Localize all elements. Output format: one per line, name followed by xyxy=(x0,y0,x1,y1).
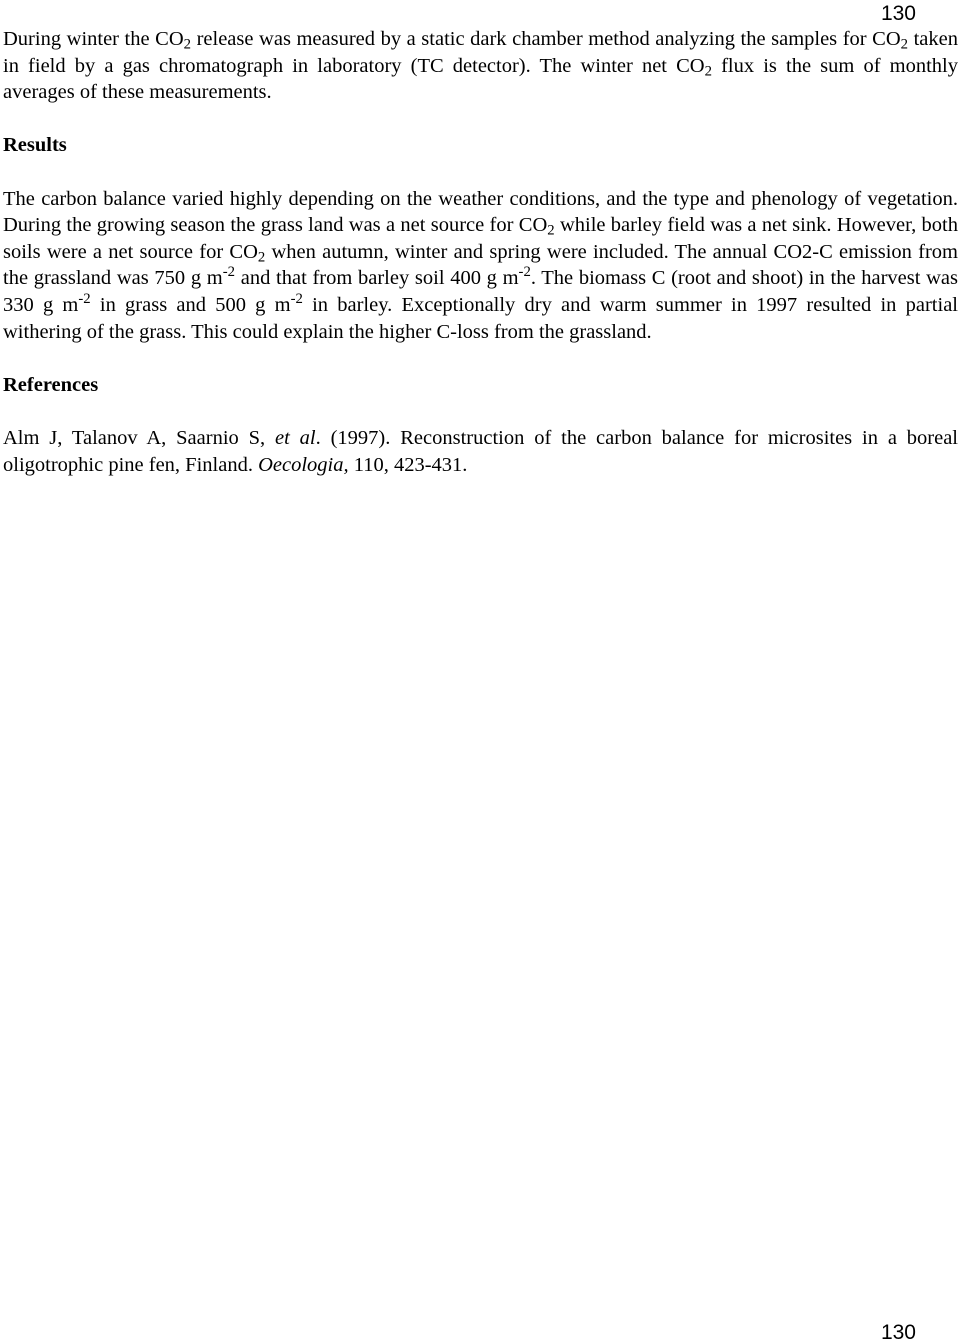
page-number-bottom: 130 xyxy=(880,1321,916,1344)
text-run: . The biomass C (root and shoot) in the harvest was 330 g m xyxy=(3,267,959,316)
reference-journal: Oecologia, xyxy=(258,453,349,476)
page-number-top: 130 xyxy=(880,2,916,25)
reference-title: . (1997). Reconstruction of the carbon balance for microsites in a boreal oligotrophic pine fen, Finland. xyxy=(3,426,958,476)
winter-measurement-paragraph xyxy=(3,26,958,106)
text-run: in grass and 500 g m xyxy=(90,293,291,316)
text-run: in barley. Exceptionally dry and warm summer in 1997 resulted in partial withering of the grass. This could explain the higher C-loss from the grassland. xyxy=(3,293,958,343)
text-run: flux is the sum of monthly averages of these measurements. xyxy=(3,54,959,104)
superscript: -2 xyxy=(290,290,303,307)
reference-pages: 110, 423-431. xyxy=(348,453,468,476)
text-run: taken in field by a gas chromatograph in laboratory (TC detector). The winter net CO xyxy=(3,28,958,77)
text-run: and that from barley soil 400 g m xyxy=(235,267,519,290)
superscript: -2 xyxy=(78,290,91,307)
subscript: 2 xyxy=(183,36,192,53)
subscript: 2 xyxy=(257,249,266,266)
text-run: During winter the CO xyxy=(3,28,184,50)
text-run: The carbon balance varied highly depending on the weather conditions, and the type and phenology of vegetation. During the growing season the grass land was a net source for CO xyxy=(3,187,958,237)
text-run: when autumn, winter and spring were included. The annual CO2-C emission from the grassland was 750 g m xyxy=(3,240,958,290)
superscript: -2 xyxy=(222,264,236,281)
subscript: 2 xyxy=(704,63,712,80)
reference-entry xyxy=(3,425,958,478)
subscript: 2 xyxy=(547,222,555,239)
references-heading: References xyxy=(3,373,99,396)
results-heading: Results xyxy=(3,134,67,157)
superscript: -2 xyxy=(518,264,531,281)
reference-et-al: et al xyxy=(275,426,316,449)
text-run: while barley field was a net sink. However, both soils were a net source for CO xyxy=(3,214,958,263)
results-paragraph xyxy=(3,186,958,346)
document-body xyxy=(3,26,958,478)
text-run: release was measured by a static dark chamber method analyzing the samples for CO xyxy=(191,28,901,50)
reference-authors: Alm J, Talanov A, Saarnio S, xyxy=(3,426,276,449)
subscript: 2 xyxy=(900,36,909,53)
